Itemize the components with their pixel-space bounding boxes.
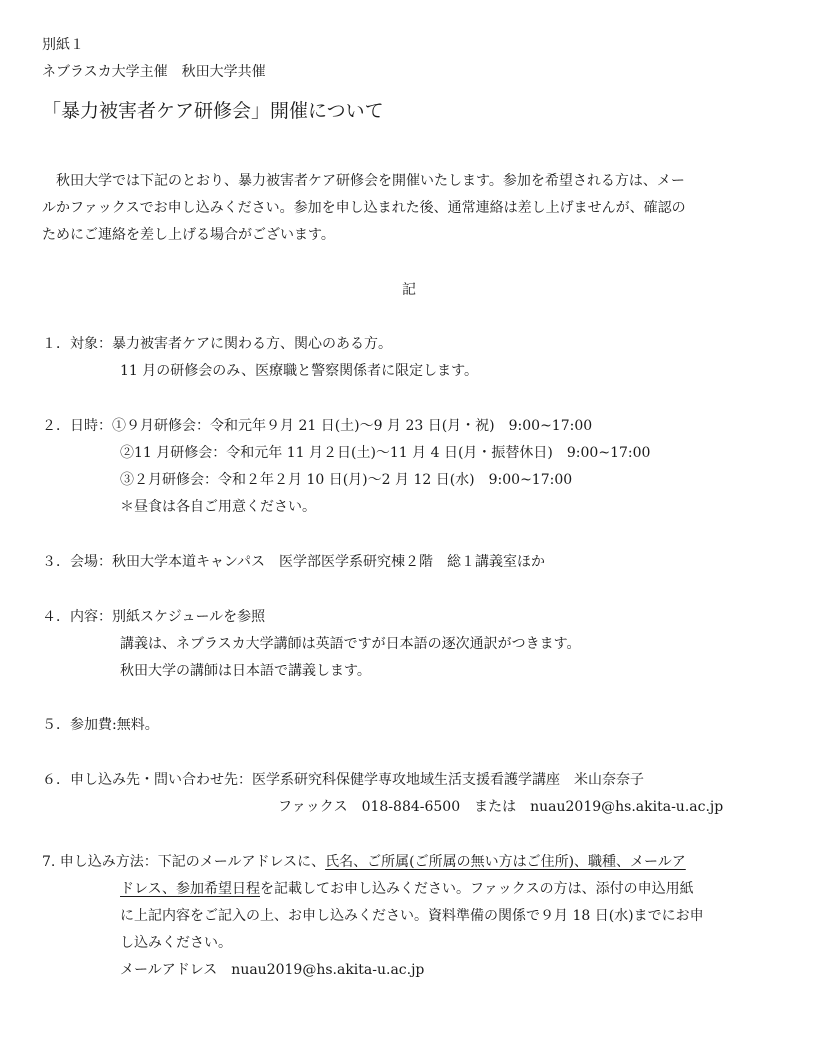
- item-line: ③２月研修会：令和２年２月 10 日(月)～2 月 12 日(水) 9:00~17:00: [120, 472, 573, 488]
- ki-heading: 記: [402, 282, 416, 298]
- hosts-line: ネブラスカ大学主催 秋田大学共催: [42, 64, 266, 80]
- item-fee: ５．参加費:無料。: [42, 717, 159, 733]
- method-text: を記載してお申し込みください。ファックスの方は、添付の申込用紙: [260, 881, 694, 897]
- method-head: 7. 申し込み方法：下記のメールアドレスに、: [42, 854, 326, 870]
- item-line: １．対象：暴力被害者ケアに関わる方、関心のある方。: [42, 336, 392, 352]
- document-title: 「暴力被害者ケア研修会」開催について: [42, 100, 384, 122]
- item-line: に上記内容をご記入の上、お申し込みください。資料準備の関係で９月 18 日(水)までにお申: [120, 908, 704, 924]
- item-line: ＊昼食は各自ご用意ください。: [120, 499, 316, 515]
- item-line: ファックス 018-884-6500 または nuau2019@hs.akita-u.ac.jp: [278, 799, 724, 815]
- attachment-label: 別紙１: [42, 37, 84, 53]
- item-line: [120, 880, 694, 898]
- item-line: 講義は、ネブラスカ大学講師は英語ですが日本語の逐次通訳がつきます。: [120, 636, 581, 652]
- item-venue: ３．会場：秋田大学本道キャンパス 医学部医学系研究棟２階 総１講義室ほか: [42, 554, 546, 570]
- item-line: メールアドレス nuau2019@hs.akita-u.ac.jp: [120, 962, 425, 978]
- item-line: ６．申し込み先・問い合わせ先：医学系研究科保健学専攻地域生活支援看護学講座 米山奈奈子: [42, 772, 644, 788]
- intro-line: ためにご連絡を差し上げる場合がございます。: [42, 227, 335, 243]
- required-fields-underlined: ドレス、参加希望日程: [120, 881, 260, 897]
- item-line: 11 月の研修会のみ、医療職と警察関係者に限定します。: [120, 363, 478, 379]
- item-line: ４．内容：別紙スケジュールを参照: [42, 609, 266, 625]
- item-line: ２．日時：①９月研修会：令和元年９月 21 日(土)～9 月 23 日(月・祝) 9:00~17:00: [42, 418, 593, 434]
- intro-line: 秋田大学では下記のとおり、暴力被害者ケア研修会を開催いたします。参加を希望される方は、メー: [56, 173, 685, 189]
- intro-line: ルかファックスでお申し込みください。参加を申し込まれた後、通常連絡は差し上げませんが、確認の: [42, 200, 686, 216]
- item-line: し込みください。: [120, 935, 232, 951]
- item-line: ②11 月研修会：令和元年 11 月２日(土)～11 月 4 日(月・振替休日) 9:00~17:00: [120, 445, 651, 461]
- item-line: [42, 853, 686, 871]
- item-line: 秋田大学の講師は日本語で講義します。: [120, 663, 371, 679]
- required-fields-underlined: 氏名、ご所属(ご所属の無い方はご住所)、職種、メールア: [325, 854, 686, 870]
